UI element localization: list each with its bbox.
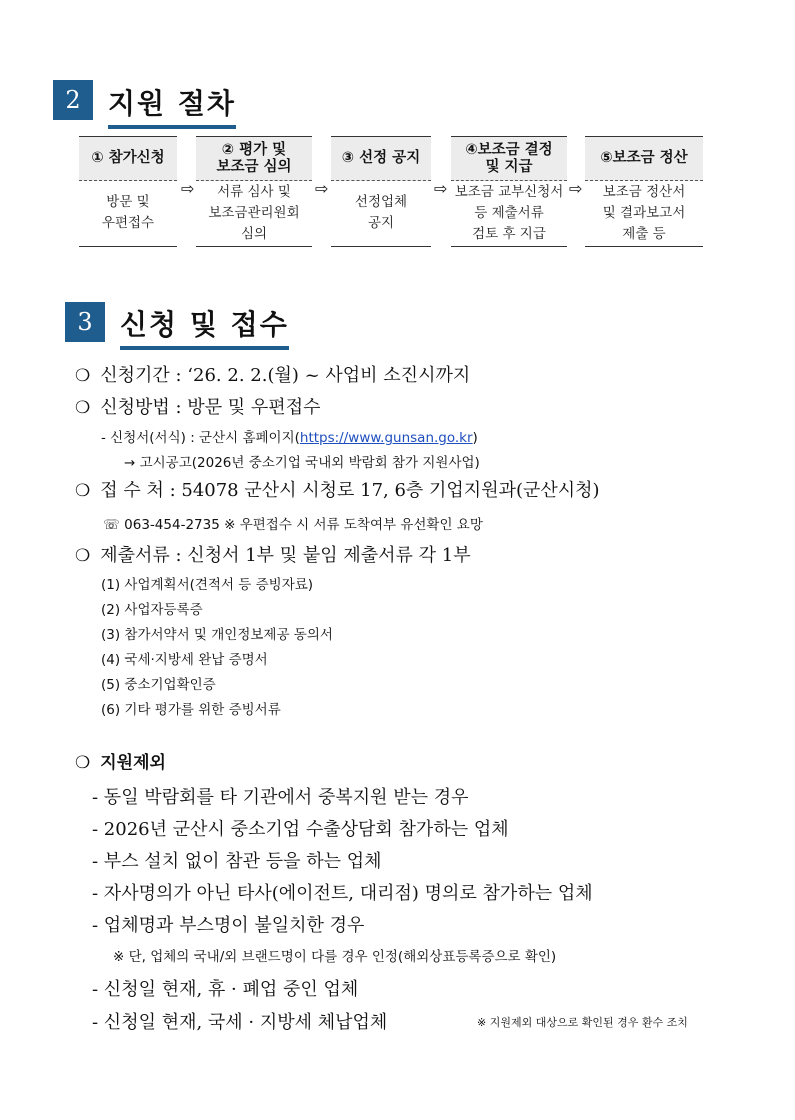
document-item: (1) 사업계획서(견적서 등 증빙자료) xyxy=(101,577,314,593)
application-period: ❍ 신청기간 : ‘26. 2. 2.(월) ~ 사업비 소진시까지 xyxy=(75,365,471,386)
step-5-head: ⑤보조금 정산 xyxy=(585,136,703,181)
arrow-icon: ⇨ xyxy=(434,179,448,198)
exclusion-item: - 2026년 군산시 중소기업 수출상담회 참가하는 업체 xyxy=(92,819,509,840)
application-form: - 신청서(서식) : 군산시 홈페이지(https://www.gunsan.go.kr) xyxy=(101,430,478,446)
document-item: (4) 국세·지방세 완납 증명서 xyxy=(101,652,268,668)
step-2-head: ② 평가 및 보조금 심의 xyxy=(196,136,312,181)
exclusion-item: - 신청일 현재, 국세 · 지방세 체납업체 xyxy=(92,1012,388,1033)
refund-note: ※ 지원제외 대상으로 확인된 경우 환수 조치 xyxy=(477,1016,688,1029)
bullet-icon: ❍ xyxy=(75,546,91,566)
section-number-2: 2 xyxy=(53,80,93,120)
application-method: ❍ 신청방법 : 방문 및 우편접수 xyxy=(75,397,321,418)
step-4-head: ④보조금 결정 및 지급 xyxy=(451,136,567,181)
arrow-icon: ⇨ xyxy=(315,179,329,198)
step-2-body: 서류 심사 및 보조금관리원회 심의 xyxy=(196,180,312,247)
exclusion-item: - 업체명과 부스명이 불일치한 경우 xyxy=(92,915,365,936)
section-title-support-procedure: 지원 절차 xyxy=(108,82,236,129)
exclusion-item: - 동일 박람회를 타 기관에서 중복지원 받는 경우 xyxy=(92,787,469,808)
step-3-head: ③ 선정 공지 xyxy=(331,136,431,181)
step-5-body: 보조금 정산서 및 결과보고서 제출 등 xyxy=(585,180,703,247)
arrow-icon: ⇨ xyxy=(569,179,583,198)
step-1-body: 방문 및 우편접수 xyxy=(79,180,177,247)
exclusion-item: - 부스 설치 없이 참관 등을 하는 업체 xyxy=(92,851,382,872)
step-1-head: ① 참가신청 xyxy=(79,136,177,181)
section-title-application: 신청 및 접수 xyxy=(120,303,289,350)
step-3-body: 선정업체 공지 xyxy=(331,180,431,247)
reception-office: ❍ 접 수 처 : 54078 군산시 시청로 17, 6층 기업지원과(군산시청) xyxy=(75,480,600,501)
section-number-3: 3 xyxy=(65,302,105,342)
exclusion-title: ❍ 지원제외 xyxy=(75,753,166,773)
brand-note: ※ 단, 업체의 국내/외 브랜드명이 다를 경우 인정(해외상표등록증으로 확인) xyxy=(113,949,557,965)
document-item: (2) 사업자등록증 xyxy=(101,602,203,618)
exclusion-item: - 자사명의가 아닌 타사(에이전트, 대리점) 명의로 참가하는 업체 xyxy=(92,883,593,904)
step-4-body: 보조금 교부신청서 등 제출서류 검토 후 지급 xyxy=(451,180,567,247)
arrow-icon: ⇨ xyxy=(181,179,195,198)
document-item: (3) 참가서약서 및 개인정보제공 동의서 xyxy=(101,627,333,643)
form-notice: → 고시공고(2026년 중소기업 국내외 박람회 참가 지원사업) xyxy=(124,455,480,471)
bullet-icon: ❍ xyxy=(75,398,91,418)
exclusion-item: - 신청일 현재, 휴 · 폐업 중인 업체 xyxy=(92,979,359,1000)
bullet-icon: ❍ xyxy=(75,481,91,501)
documents-title: ❍ 제출서류 : 신청서 1부 및 붙임 제출서류 각 1부 xyxy=(75,545,471,566)
document-item: (5) 중소기업확인증 xyxy=(101,677,216,693)
phone-info: ☏ 063-454-2735 ※ 우편접수 시 서류 도착여부 유선확인 요망 xyxy=(103,517,483,533)
document-item: (6) 기타 평가를 위한 증빙서류 xyxy=(101,702,281,718)
bullet-icon: ❍ xyxy=(75,753,91,773)
homepage-link[interactable]: https://www.gunsan.go.kr xyxy=(299,430,473,446)
bullet-icon: ❍ xyxy=(75,366,91,386)
